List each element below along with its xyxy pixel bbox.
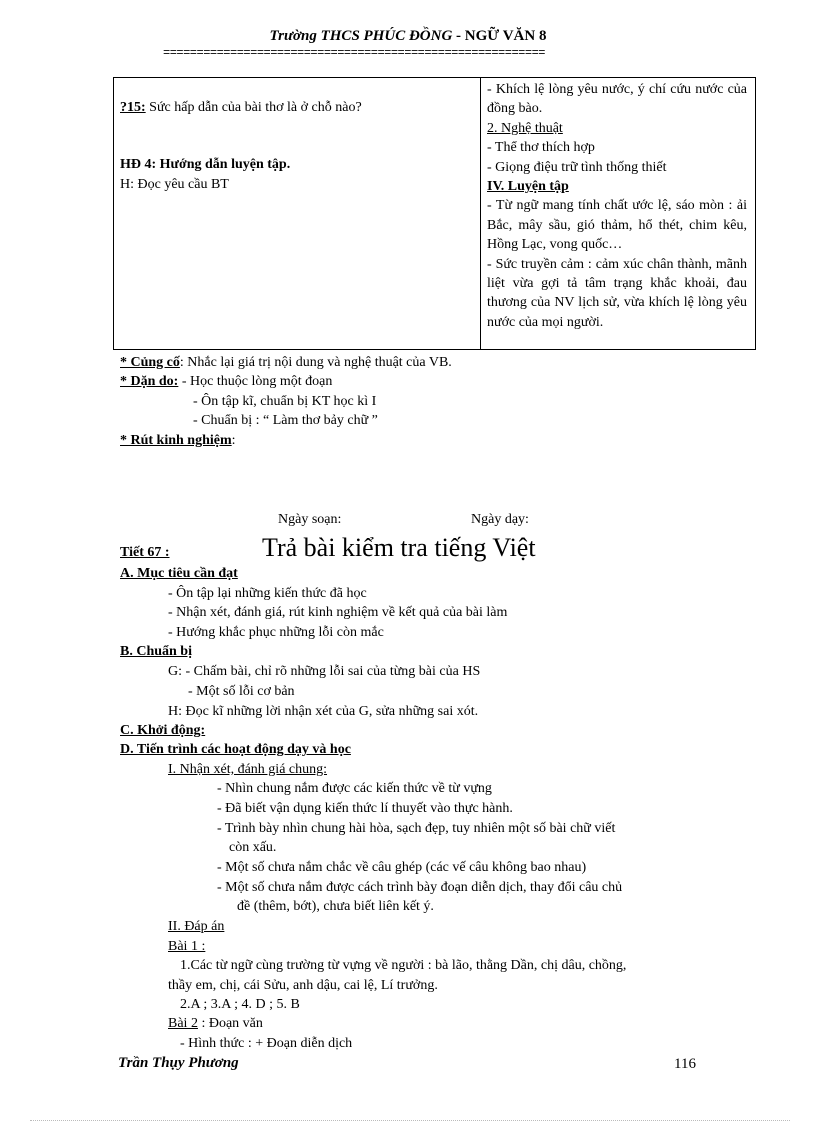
homework-item-2: - Ôn tập kĩ, chuẩn bị KT học kì I	[193, 394, 377, 409]
art-item-1: - Thể thơ thích hợp	[487, 140, 595, 156]
question-number: ?15:	[120, 100, 146, 115]
right-line-1: - Khích lệ lòng yêu nước, ý chí cứu nước của đồng bào.	[487, 82, 747, 117]
homework-label: * Dặn do:	[120, 374, 179, 389]
practice-item-2: - Sức truyền cảm : cảm xúc chân thành, mãnh liệt vừa gợi tả tâm trạng khắc khoải, đau thương của NV lịch sử, vừa khích lệ lòng yêu nước của mọi người.	[487, 256, 747, 330]
section-b-h: H: Đọc kĩ những lời nhận xét của G, sửa những sai xót.	[168, 704, 479, 719]
bai-1-label: Bài 1 :	[168, 939, 206, 954]
activity-line: H: Đọc yêu cầu BT	[120, 176, 229, 192]
section-b-heading: B. Chuẩn bị	[120, 644, 192, 659]
bai-1-line-1: 1.Các từ ngữ cùng trường từ vựng về người : bà lão, thằng Dần, chị dâu, chồng,	[180, 958, 627, 973]
section-c-heading: C. Khởi động:	[120, 723, 206, 738]
section-a-heading: A. Mục tiêu cần đạt	[120, 566, 238, 581]
section-a-item-2: - Nhận xét, đánh giá, rút kinh nghiệm về kết quả của bài làm	[168, 605, 508, 620]
practice-item-1: - Từ ngữ mang tính chất ước lệ, sáo mòn : ải Bắc, mây sầu, gió thảm, hổ thét, chim kêu, Hồng Lạc, vong quốc…	[487, 198, 747, 253]
bai-2-line	[168, 1016, 263, 1032]
consolidate-line	[120, 355, 452, 371]
header-rule: =========================================================	[163, 46, 545, 60]
bai-2-label: Bài 2	[168, 1016, 198, 1031]
bai-2-text: : Đoạn văn	[197, 1016, 263, 1031]
section-d-item-5: - Một số chưa nắm được cách trình bày đoạn diễn dịch, thay đổi câu chủ	[217, 880, 623, 895]
section-d-item-3: - Trình bày nhìn chung hài hòa, sạch đẹp, tuy nhiên một số bài chữ viết	[217, 821, 616, 836]
bai-2-line-1: - Hình thức : + Đoạn diễn dịch	[180, 1036, 353, 1051]
consolidate-label: * Củng cố	[120, 355, 180, 370]
section-a-item-1: - Ôn tập lại những kiến thức đã học	[168, 586, 367, 601]
homework-line-1	[120, 374, 332, 390]
section-d-item-3-cont: còn xấu.	[229, 840, 277, 855]
section-b-g1: G: - Chấm bài, chỉ rõ những lỗi sai của từng bài của HS	[168, 664, 481, 679]
section-d-heading: D. Tiến trình các hoạt động dạy và học	[120, 742, 351, 757]
bai-1-line-2: thầy em, chị, cái Sửu, anh dậu, cai lệ, Lí trưởng.	[168, 978, 438, 993]
section-d-item-2: - Đã biết vận dụng kiến thức lí thuyết vào thực hành.	[217, 801, 513, 816]
section-b-g2: - Một số lỗi cơ bản	[188, 684, 295, 699]
consolidate-text: : Nhắc lại giá trị nội dung và nghệ thuật của VB.	[179, 355, 452, 370]
homework-item-3: - Chuẩn bị : “ Làm thơ bảy chữ ”	[193, 413, 378, 428]
experience-colon: :	[231, 433, 236, 448]
homework-item-1: - Học thuộc lòng một đoạn	[178, 374, 333, 389]
experience-label: * Rút kinh nghiệm	[120, 433, 232, 448]
experience-line	[120, 433, 236, 449]
section-d-item-5-cont: đề (thêm, bớt), chưa biết liên kết ý.	[237, 899, 434, 914]
bai-1-line-3: 2.A ; 3.A ; 4. D ; 5. B	[180, 997, 300, 1012]
question-text: Sức hấp dẫn của bài thơ là ở chỗ nào?	[145, 100, 362, 115]
footer-author: Trần Thụy Phương	[118, 1055, 239, 1071]
date-teach: Ngày dạy:	[471, 512, 529, 527]
subject-name: - NGỮ VĂN 8	[452, 28, 547, 44]
lesson-title: Trả bài kiểm tra tiếng Việt	[262, 533, 536, 562]
section-d-part-1: I. Nhận xét, đánh giá chung:	[168, 762, 328, 777]
practice-heading: IV. Luyện tập	[487, 179, 569, 195]
art-heading: 2. Nghệ thuật	[487, 120, 563, 136]
table-right-cell	[481, 78, 756, 350]
section-d-part-2: II. Đáp án	[168, 919, 225, 934]
section-d-item-4: - Một số chưa nắm chắc về câu ghép (các vế câu không bao nhau)	[217, 860, 587, 875]
lesson-number: Tiết 67 :	[120, 545, 170, 560]
lesson-table	[113, 77, 756, 350]
section-d-item-1: - Nhìn chung nắm được các kiến thức về từ vựng	[217, 781, 492, 796]
section-a-item-3: - Hướng khắc phục những lỗi còn mắc	[168, 625, 384, 640]
page-number: 116	[674, 1056, 696, 1072]
date-prepare: Ngày soạn:	[278, 512, 342, 527]
table-left-cell	[114, 78, 481, 350]
page-bottom-border	[30, 1120, 790, 1121]
activity-heading: HĐ 4: Hướng dẫn luyện tập.	[120, 157, 291, 173]
page-header	[0, 28, 816, 45]
art-item-2: - Giọng điệu trữ tình thống thiết	[487, 159, 667, 175]
school-name: Trường THCS PHÚC ĐỒNG	[269, 28, 453, 44]
